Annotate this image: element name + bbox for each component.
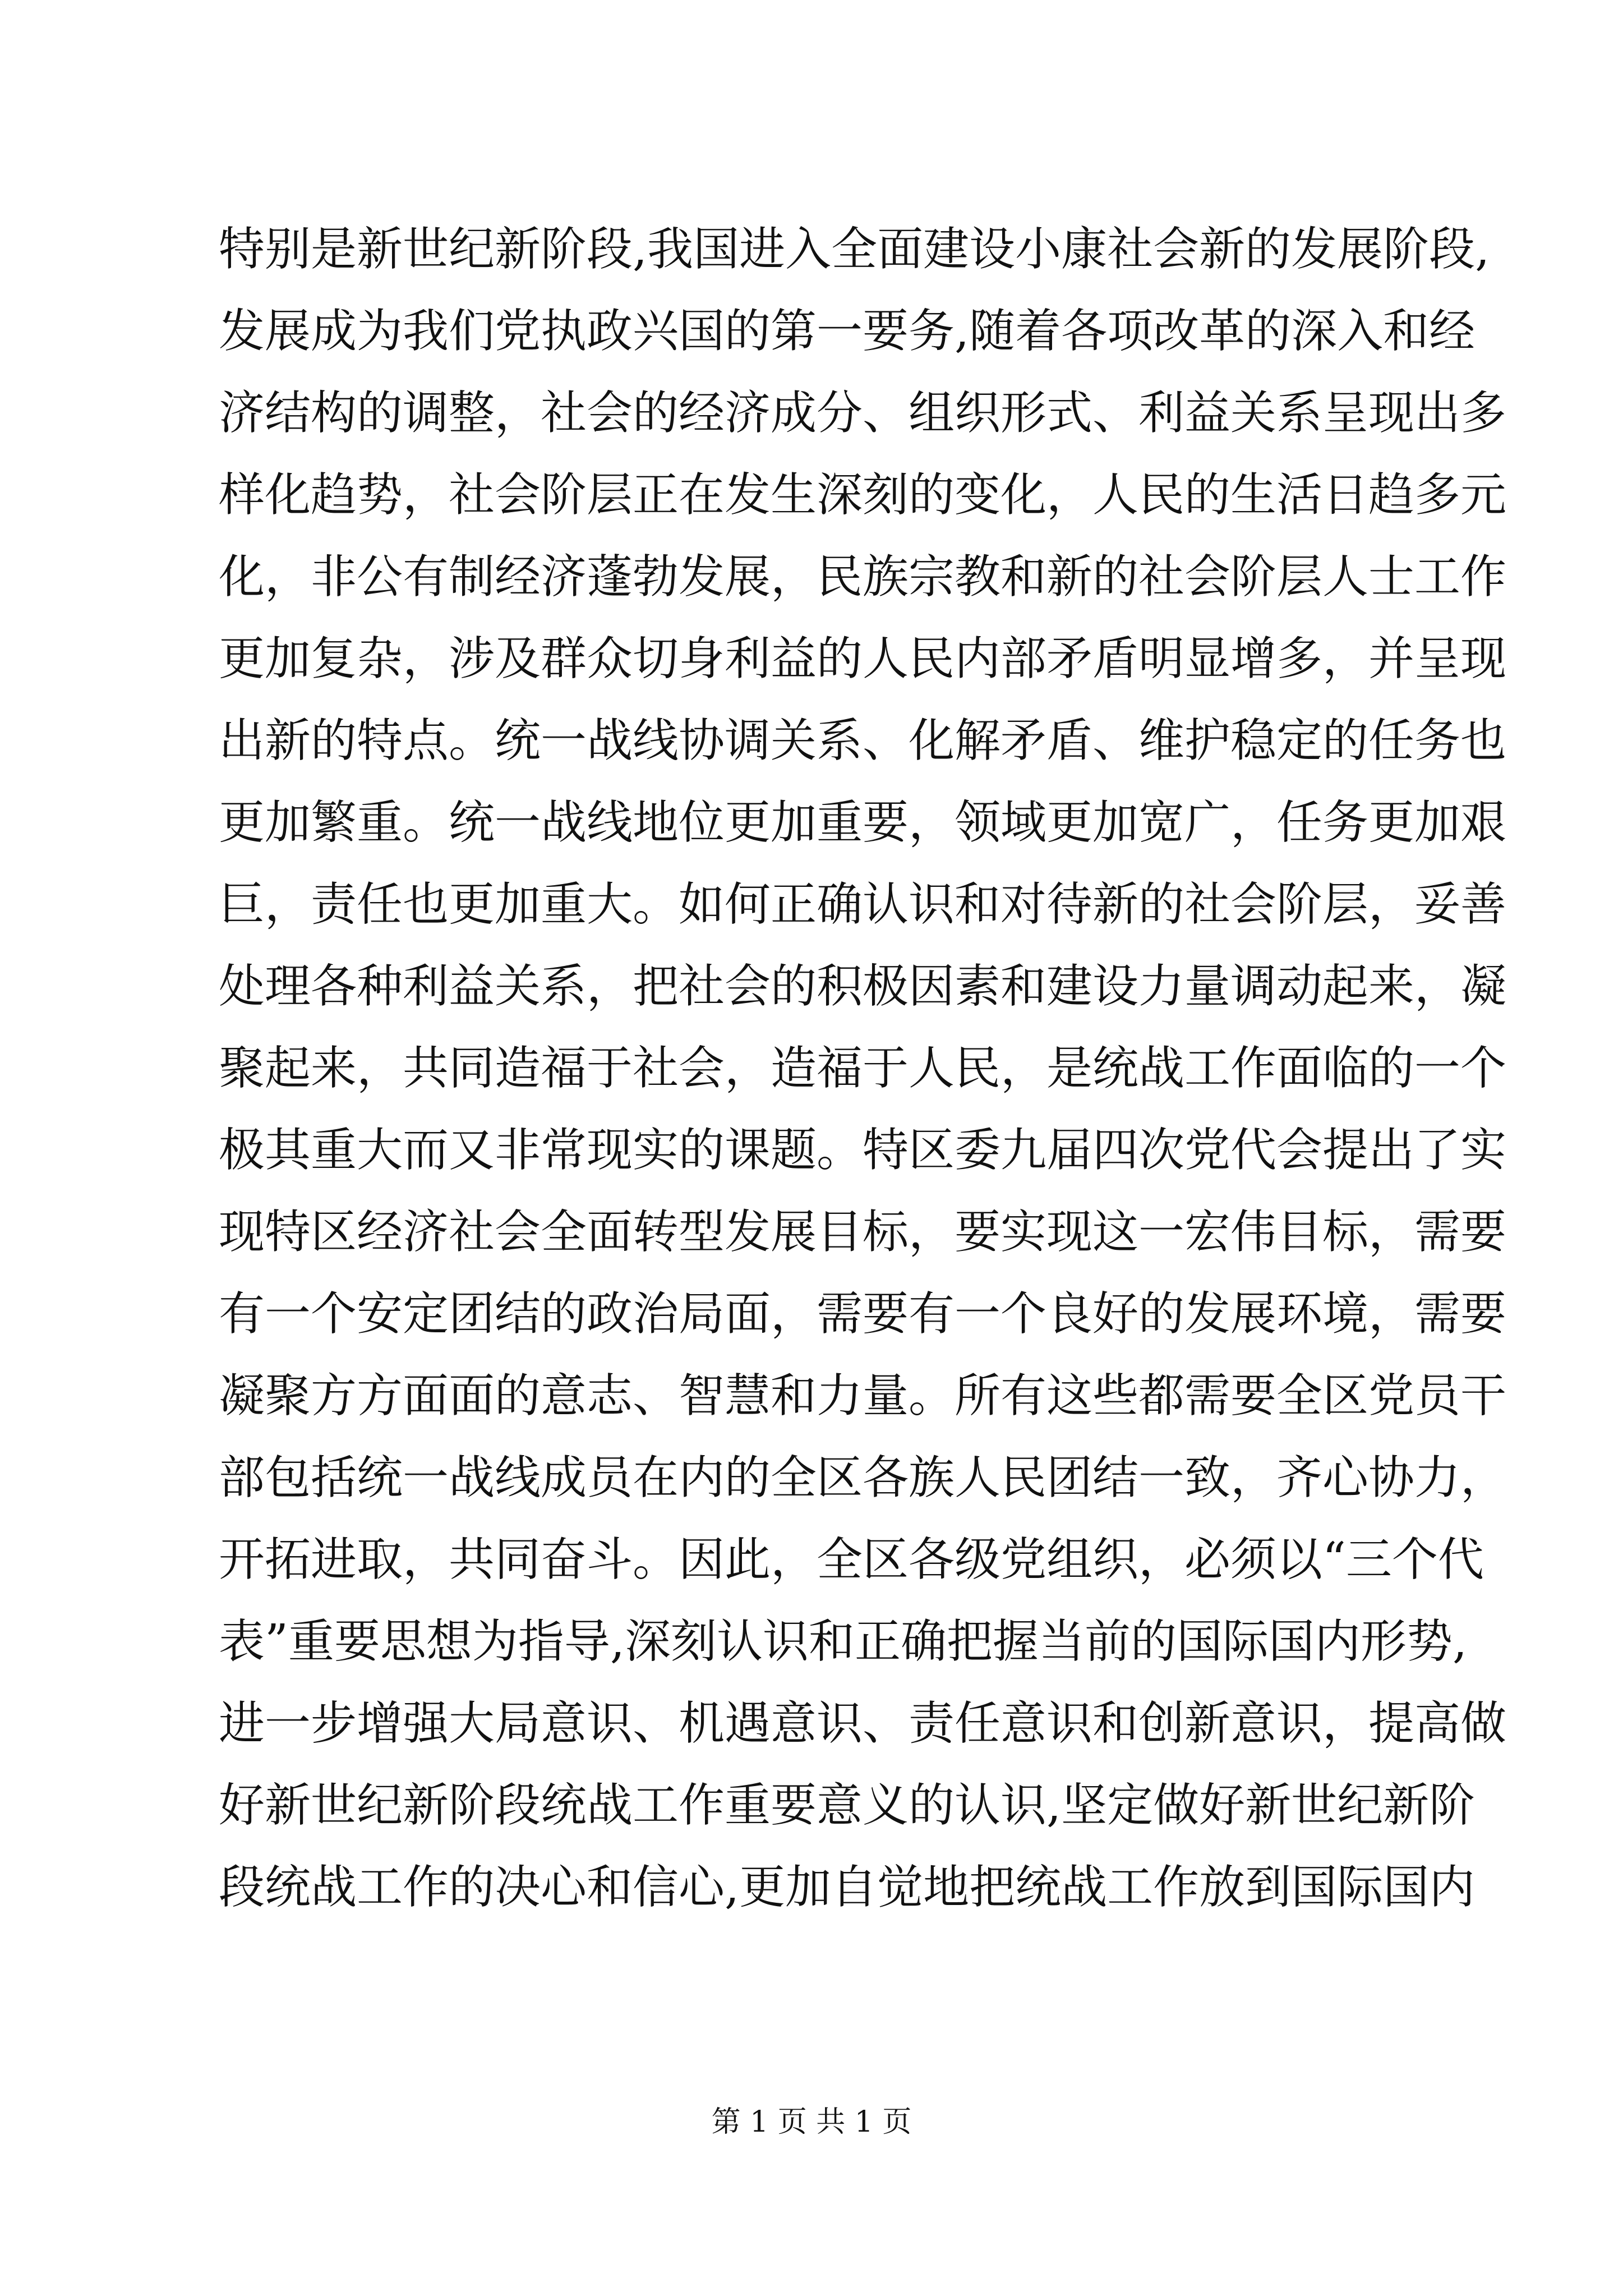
page-footer bbox=[0, 2102, 1623, 2142]
text-line: 更加复杂，涉及群众切身利益的人民内部矛盾明显增多，并呈现 bbox=[219, 632, 1507, 685]
text-line: 好新世纪新阶段统战工作重要意义的认识,坚定做好新世纪新阶 bbox=[219, 1779, 1476, 1832]
text-line: 表”重要思想为指导,深刻认识和正确把握当前的国际国内形势, bbox=[219, 1615, 1468, 1668]
text-line: 济结构的调整，社会的经济成分、组织形式、利益关系呈现出多 bbox=[219, 386, 1507, 440]
text-line: 开拓进取，共同奋斗。因此，全区各级党组织，必须以“三个代 bbox=[219, 1533, 1484, 1586]
text-line: 样化趋势，社会阶层正在发生深刻的变化，人民的生活日趋多元 bbox=[219, 468, 1507, 522]
text-line: 化，非公有制经济蓬勃发展，民族宗教和新的社会阶层人士工作 bbox=[219, 550, 1507, 604]
text-line: 出新的特点。统一战线协调关系、化解矛盾、维护稳定的任务也 bbox=[219, 714, 1507, 767]
text-line: 凝聚方方面面的意志、智慧和力量。所有这些都需要全区党员干 bbox=[219, 1369, 1507, 1423]
text-line: 有一个安定团结的政治局面，需要有一个良好的发展环境，需要 bbox=[219, 1287, 1507, 1341]
page-number-label: 第 1 页 共 1 页 bbox=[711, 2105, 912, 2139]
text-line: 部包括统一战线成员在内的全区各族人民团结一致，齐心协力， bbox=[219, 1451, 1507, 1504]
text-line: 进一步增强大局意识、机遇意识、责任意识和创新意识，提高做 bbox=[219, 1697, 1507, 1750]
text-line: 特别是新世纪新阶段,我国进入全面建设小康社会新的发展阶段, bbox=[219, 223, 1490, 276]
text-line: 巨，责任也更加重大。如何正确认识和对待新的社会阶层，妥善 bbox=[219, 878, 1507, 931]
text-line: 现特区经济社会全面转型发展目标，要实现这一宏伟目标，需要 bbox=[219, 1205, 1507, 1259]
text-line: 发展成为我们党执政兴国的第一要务,随着各项改革的深入和经 bbox=[219, 305, 1476, 358]
text-line: 段统战工作的决心和信心,更加自觉地把统战工作放到国际国内 bbox=[219, 1861, 1476, 1914]
text-line: 处理各种利益关系，把社会的积极因素和建设力量调动起来，凝 bbox=[219, 960, 1507, 1013]
body-paragraph bbox=[219, 209, 1507, 1929]
text-line: 极其重大而又非常现实的课题。特区委九届四次党代会提出了实 bbox=[219, 1124, 1507, 1177]
text-line: 更加繁重。统一战线地位更加重要，领域更加宽广，任务更加艰 bbox=[219, 796, 1507, 849]
text-line: 聚起来，共同造福于社会，造福于人民，是统战工作面临的一个 bbox=[219, 1042, 1507, 1095]
